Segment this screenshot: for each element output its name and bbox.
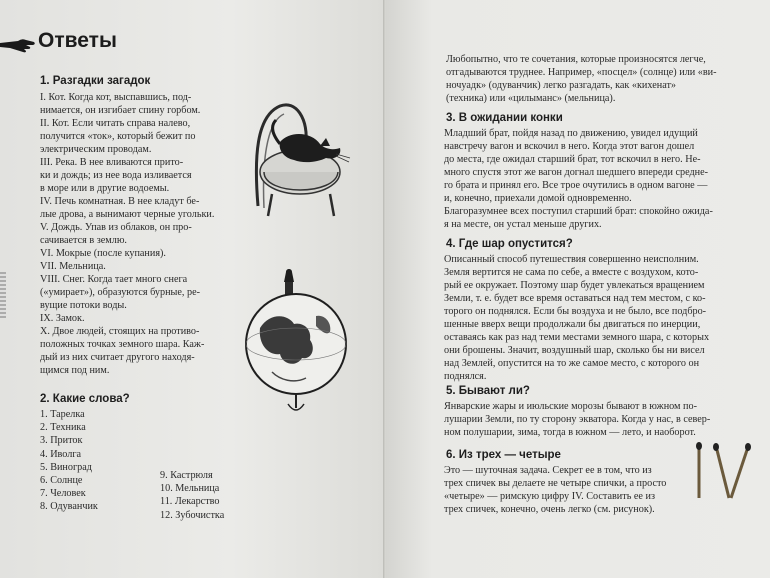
text-line: щимся под ним. — [40, 365, 110, 376]
text-line: Земля вертится не сама по себе, а вместе с воздухом, кото- — [444, 267, 699, 278]
section-heading-tram: 3. В ожидании конки — [446, 112, 563, 124]
text-line: VI. Мокрые (после купания). — [40, 248, 166, 259]
list-item: 6. Солнце — [40, 475, 83, 487]
text-line: трех спичек вы делаете не четыре спички, а просто — [444, 478, 667, 489]
text-line: Младший брат, пойдя назад по движению, увидел идущий — [444, 128, 698, 139]
list-item: 2. Техника — [40, 422, 86, 434]
text-line: над Землей, опустится на то же самое место, с которого он — [444, 358, 700, 369]
section-heading-riddles: 1. Разгадки загадок — [40, 75, 151, 87]
list-item: 4. Иволга — [40, 448, 82, 460]
text-line: IV. Печь комнатная. В нее кладут бе- — [40, 196, 200, 207]
text-line: ночуадк» (одуванчик) легко разгадать, как «кихенат» — [446, 80, 676, 91]
right-page — [386, 0, 770, 578]
text-line: Описанный способ путешествия совершенно неисполним. — [444, 254, 699, 265]
text-line: торого он поднялся. Если бы воздуха и не было, все подбро- — [444, 306, 707, 317]
text-line: получится «ток», который бежит по — [40, 131, 196, 142]
section-heading-balloon: 4. Где шар опустится? — [446, 238, 573, 250]
text-line: I. Кот. Когда кот, выспавшись, под- — [40, 92, 192, 103]
text-line: (техника) или «цилыманс» (мельница). — [446, 93, 616, 104]
text-line: VII. Мельница. — [40, 261, 106, 272]
section-heading-matches: 6. Из трех — четыре — [446, 449, 561, 461]
text-line: лые дрова, а вынимают черные угольки. — [40, 209, 215, 220]
page-title: Ответы — [38, 29, 117, 52]
tram-answer — [444, 127, 749, 231]
text-line: и, конечно, приехали домой одновременно. — [444, 193, 632, 204]
pointing-hand-icon — [0, 36, 36, 54]
text-line: VIII. Снег. Когда тает много снега — [40, 274, 188, 285]
section-heading-seasons: 5. Бывают ли? — [446, 385, 530, 397]
list-item: 12. Зубочистка — [160, 509, 225, 521]
page-edge-mark — [0, 272, 6, 318]
text-line: много спустя этот же вагон догнал шедшего впереди средне- — [444, 167, 709, 178]
words-list-col1 — [40, 408, 98, 514]
text-line: в море или в другие водоемы. — [40, 183, 170, 194]
matches-answer — [444, 464, 679, 516]
text-line: оставаясь как раз над теми местами земного шара, с которых — [444, 332, 710, 343]
seasons-answer — [444, 400, 749, 439]
text-line: сачивается в землю. — [40, 235, 127, 246]
globe-balloon-illustration — [236, 268, 356, 418]
text-line: отгадываются труднее. Например, «посцел» (солнце) или «ви- — [446, 67, 717, 78]
text-line: Январские жары и июльские морозы бывают в южном по- — [444, 401, 697, 412]
text-line: трех спичек, конечно, очень легко (см. рисунок). — [444, 504, 655, 515]
text-line: дый из них считает другого находя- — [40, 352, 195, 363]
list-item: 8. Одуванчик — [40, 501, 98, 513]
text-line: навстречу вагон и вскочил в него. Когда этот вагон дошел — [444, 141, 695, 152]
intro-paragraph — [446, 53, 746, 105]
matches-iv-illustration — [691, 440, 755, 502]
text-line: II. Кот. Если читать справа налево, — [40, 118, 191, 129]
cat-on-chair-illustration — [250, 98, 355, 218]
riddle-answers — [40, 91, 245, 377]
text-line: III. Река. В нее вливаются прито- — [40, 157, 184, 168]
text-line: Любопытно, что те сочетания, которые произносятся легче, — [446, 54, 706, 65]
text-line: Земли, т. е. будет все время оставаться над тем местом, с ко- — [444, 293, 706, 304]
text-line: го брата и принял его. Все трое очутились в одном вагоне — — [444, 180, 708, 191]
text-line: до места, где ожидал старший брат, тот вскочил в него. Не- — [444, 154, 701, 165]
text-line: положных точках земного шара. Каж- — [40, 339, 205, 350]
list-item: 5. Виноград — [40, 461, 92, 473]
list-item: 10. Мельница — [160, 483, 220, 495]
list-item: 11. Лекарство — [160, 496, 220, 508]
list-item: 9. Кастрюля — [160, 470, 213, 481]
text-line: («умирает»), образуются бурные, ре- — [40, 287, 201, 298]
text-line: ки и дождь; из нее вода изливается — [40, 170, 192, 181]
text-line: нимается, он изгибает спину горбом. — [40, 105, 201, 116]
text-line: рый ее окружает. Поэтому шар будет увлекаться вращением — [444, 280, 705, 291]
text-line: Это — шуточная задача. Секрет ее в том, что из — [444, 465, 652, 476]
balloon-answer — [444, 253, 749, 383]
section-heading-words: 2. Какие слова? — [40, 393, 130, 405]
list-item: 1. Тарелка — [40, 409, 85, 420]
words-list-col2 — [160, 469, 224, 522]
text-line: V. Дождь. Упав из облаков, он про- — [40, 222, 192, 233]
text-line: вущие потоки воды. — [40, 300, 127, 311]
text-line: лушарии Земли, по ту сторону экватора. Когда у нас, в север- — [444, 414, 711, 425]
text-line: Благоразумнее всех поступил старший брат: спокойно ожида- — [444, 206, 713, 217]
text-line: поднялся. — [444, 371, 487, 382]
text-line: шенные вверх вещи продолжали бы двигаться по инерции, — [444, 319, 701, 330]
text-line: ном полушарии, зима, тогда в южном — лето, и наоборот. — [444, 427, 696, 438]
text-line: я на месте, он устал меньше других. — [444, 219, 602, 230]
text-line: IX. Замок. — [40, 313, 85, 324]
text-line: они брошены. Значит, воздушный шар, сколько бы ни висел — [444, 345, 705, 356]
list-item: 3. Приток — [40, 435, 83, 447]
text-line: «четыре» — римскую цифру IV. Составить ее из — [444, 491, 655, 502]
text-line: электрическим проводам. — [40, 144, 152, 155]
list-item: 7. Человек — [40, 488, 86, 500]
text-line: X. Двое людей, стоящих на противо- — [40, 326, 200, 337]
